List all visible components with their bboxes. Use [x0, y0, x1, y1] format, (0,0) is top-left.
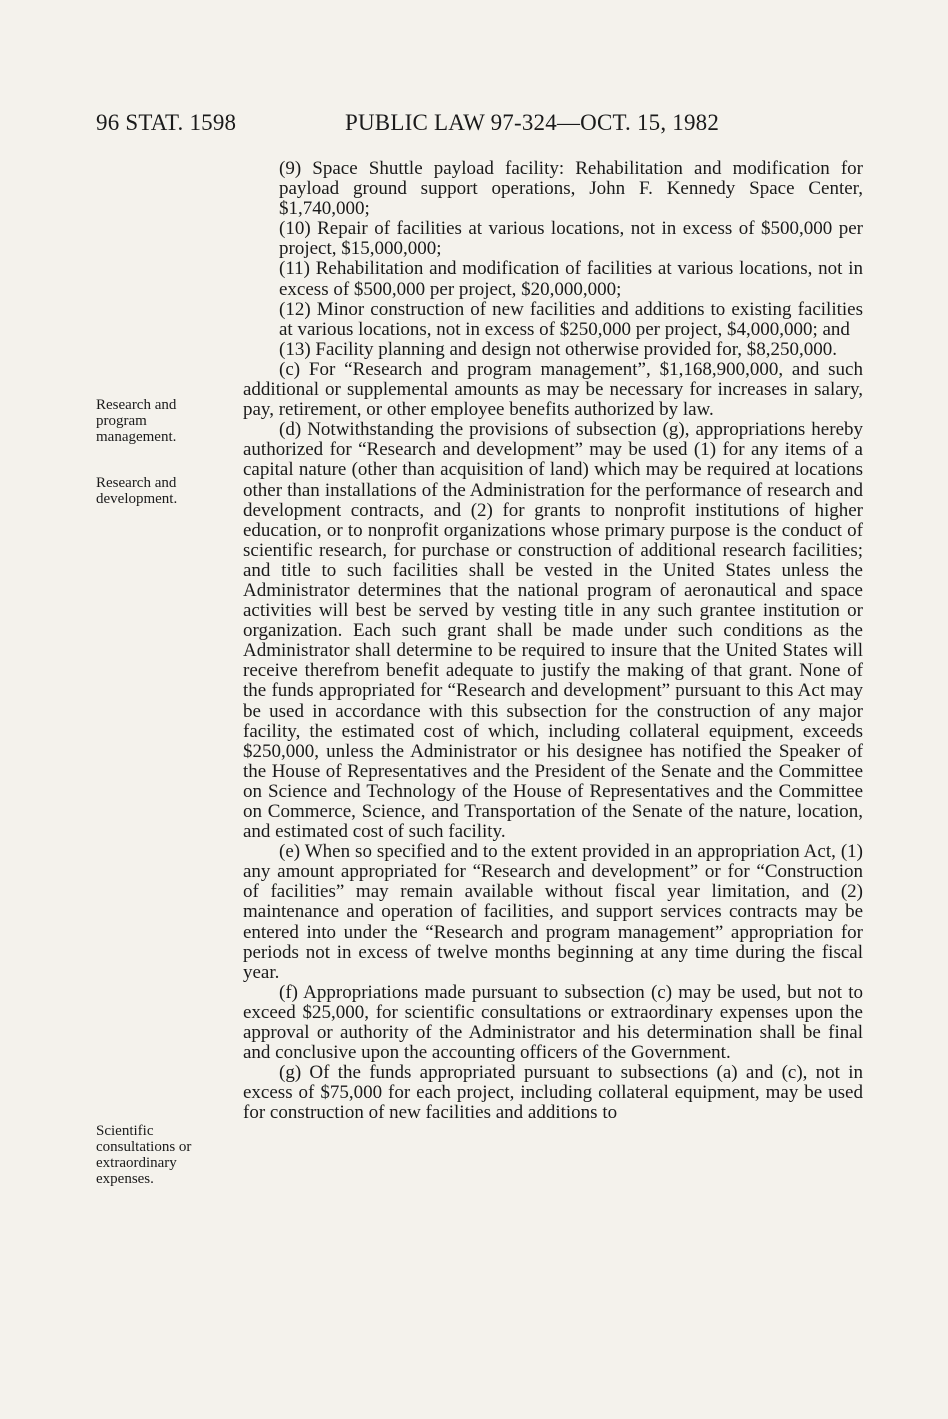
- item-11: (11) Rehabilitation and modification of facilities at various locations, not in excess of $500,000 per project, $20,000,000;: [279, 258, 863, 300]
- statute-body: [243, 159, 863, 1124]
- item-9: (9) Space Shuttle payload facility: Rehabilitation and modification for payload ground support operations, John F. Kennedy Space Center, $1,740,000;: [279, 158, 863, 220]
- public-law-heading: PUBLIC LAW 97-324—OCT. 15, 1982: [345, 110, 720, 135]
- paragraph-d: (d) Notwithstanding the provisions of subsection (g), appropriations hereby authorized for “Research and development” may be used (1) for any items of a capital nature (other than acquisition of land) which may be required at locations other than installations of the Administration for the performance of research and development contracts, and (2) for grants to nonprofit institutions of higher education, or to nonprofit organizations whose primary purpose is the conduct of scientific research, for purchase or construction of additional research facilities; and title to such facilities shall be vested in the United States unless the Administrator determines that the national program of aeronautical and space activities will best be served by vesting title in any such grantee institution or organization. Each such grant shall be made under such conditions as the Administrator shall determine to be required to insure that the United States will receive therefrom benefit adequate to justify the making of that grant. None of the funds appropriated for “Research and development” pursuant to this Act may be used in accordance with this subsection for the construction of any major facility, the estimated cost of which, including collateral equipment, exceeds $250,000, unless the Administrator or his designee has notified the Speaker of the House of Representatives and the President of the Senate and the Committee on Science and Technology of the House of Representatives and the Committee on Commerce, Science, and Transportation of the Senate of the nature, location, and estimated cost of such facility.: [243, 419, 863, 843]
- item-13: (13) Facility planning and design not otherwise provided for, $8,250,000.: [279, 338, 838, 360]
- margin-note-research-development: Research and development.: [96, 475, 178, 507]
- item-10: (10) Repair of facilities at various locations, not in excess of $500,000 per project, $15,000,000;: [279, 218, 863, 260]
- paragraph-e: (e) When so specified and to the extent provided in an appropriation Act, (1) any amount appropriated for “Research and development” or for “Construction of facilities” may remain available without fiscal year limitation, and (2) maintenance and operation of facilities, and support services contracts may be entered into under the “Research and program management” appropriation for periods not in excess of twelve months beginning at any time during the fiscal year.: [243, 841, 863, 983]
- paragraph-c: (c) For “Research and program management”, $1,168,900,000, and such additional or supplemental amounts as may be necessary for increases in salary, pay, retirement, or other employee benefits authorized by law.: [243, 358, 863, 421]
- paragraph-f: (f) Appropriations made pursuant to subsection (c) may be used, but not to exceed $25,000, for scientific consultations or extraordinary expenses upon the approval or authority of the Administrator and his determination shall be final and conclusive upon the accounting officers of the Government.: [243, 981, 863, 1064]
- paragraph-g: (g) Of the funds appropriated pursuant to subsections (a) and (c), not in excess of $75,000 for each project, including collateral equipment, may be used for construction of new facilities and additions to: [243, 1062, 863, 1124]
- margin-note-research-program-management: Research and program management.: [96, 397, 177, 445]
- statute-page-number: 96 STAT. 1598: [96, 110, 237, 135]
- margin-note-scientific-consultations: Scientific consultations or extraordinary expenses.: [96, 1123, 192, 1187]
- item-12: (12) Minor construction of new facilities and additions to existing facilities at various locations, not in excess of $250,000 per project, $4,000,000; and: [279, 298, 863, 340]
